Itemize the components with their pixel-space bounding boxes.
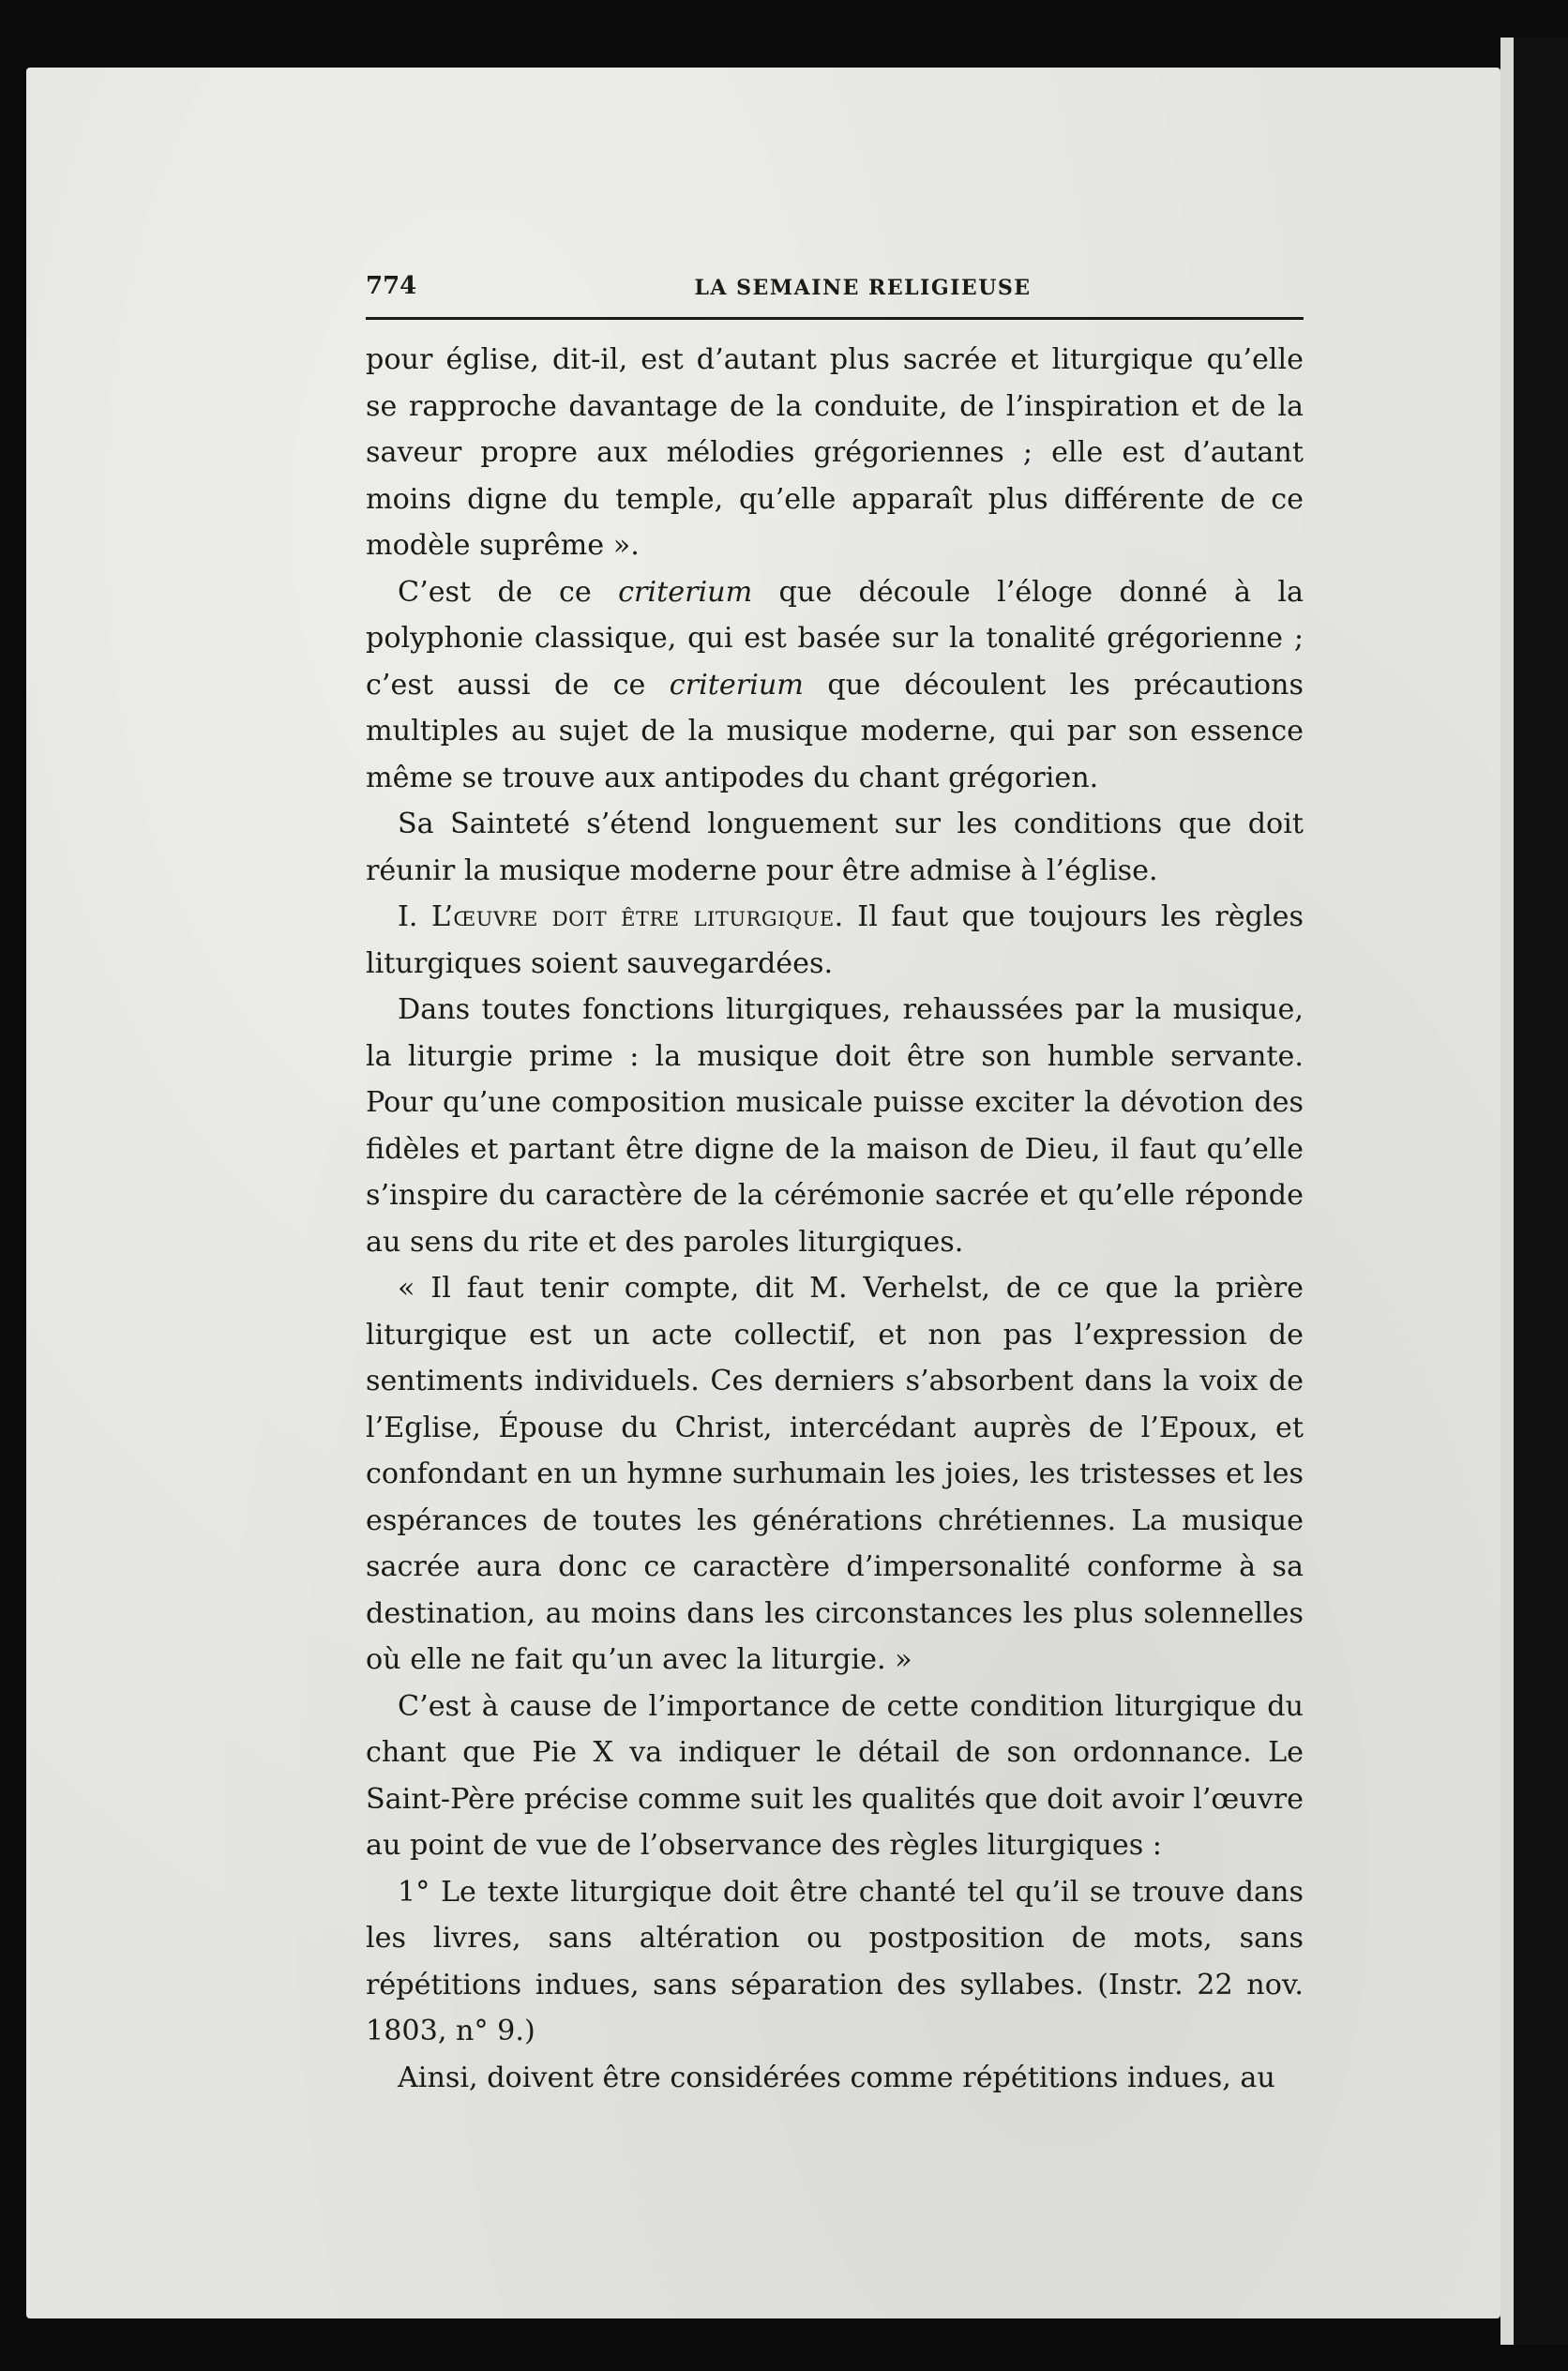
paragraph xyxy=(366,801,1304,894)
paragraph xyxy=(366,1869,1304,2055)
text-run: C’est de ce xyxy=(398,575,619,609)
text-block xyxy=(366,272,1304,2101)
adjacent-page-edge xyxy=(1500,38,1568,2345)
paragraph xyxy=(366,987,1304,1265)
text-run: que découle l’éloge donné à la polyphonie classique, qui est basée sur la tonalité grégorienne ; c’est aussi de ce xyxy=(366,575,1304,702)
text-run: criterium xyxy=(669,668,804,702)
text-run: Ainsi, doivent être considérées comme répétitions indues, au xyxy=(398,2061,1275,2094)
paragraph xyxy=(366,1265,1304,1684)
text-run: pour église, dit-il, est d’autant plus sacrée et liturgique qu’elle se rapproche davantage de la conduite, de l’inspiration et de la saveur propre aux mélodies grégoriennes ; elle est d’autant moins digne du temple, qu’elle apparaît plus différente de ce modèle suprême ». xyxy=(366,343,1304,562)
text-run: I. xyxy=(398,900,432,933)
text-run: Dans toutes fonctions liturgiques, rehaussées par la musique, la liturgie prime : la musique doit être son humble servante. Pour qu’une composition musicale puisse exciter la dévotion des fidèles et partant être digne de la maison de Dieu, il faut qu’elle s’inspire du caractère de la cérémonie sacrée et qu’elle réponde au sens du rite et des paroles liturgiques. xyxy=(366,993,1304,1259)
text-run: criterium xyxy=(618,575,753,609)
paragraph xyxy=(366,2055,1304,2102)
text-run: que découlent les précautions multiples au sujet de la musique moderne, qui par son essence même se trouve aux antipodes du chant grégorien. xyxy=(366,668,1304,794)
text-run: Il faut que toujours les règles liturgiques soient sauvegardées. xyxy=(366,900,1304,980)
text-run: « Il faut tenir compte, dit M. Verhelst, de ce que la prière liturgique est un acte collectif, et non pas l’expression de sentiments individuels. Ces derniers s’absorbent dans la voix de l’Eglise, Épouse du Christ, intercédant auprès de l’Epoux, et confondant en un hymne surhumain les joies, les tristesses et les espérances de toutes les générations chrétiennes. La musique sacrée aura donc ce caractère d’impersonalité conforme à sa destination, au moins dans les circonstances les plus solennelles où elle ne fait qu’un avec la liturgie. » xyxy=(366,1272,1304,1676)
text-run: L’œuvre doit être liturgique. xyxy=(431,900,844,933)
header-rule xyxy=(366,317,1304,320)
text-run: 1° Le texte liturgique doit être chanté tel qu’il se trouve dans les livres, sans altération ou postposition de mots, sans répétitions indues, sans séparation des syllabes. (Instr. 22 nov. 1803, n° 9.) xyxy=(366,1875,1304,2047)
running-head xyxy=(366,272,1304,310)
paragraph xyxy=(366,894,1304,987)
page-number: 774 xyxy=(366,272,417,300)
paragraph xyxy=(366,569,1304,802)
journal-title: LA SEMAINE RELIGIEUSE xyxy=(694,276,1032,300)
text-run: C’est à cause de l’importance de cette condition liturgique du chant que Pie X va indiquer le détail de son ordonnance. Le Saint-Père précise comme suit les qualités que doit avoir l’œuvre au point de vue de l’observance des règles liturgiques : xyxy=(366,1689,1304,1862)
paragraph xyxy=(366,1684,1304,1869)
text-run: Sa Sainteté s’étend longuement sur les conditions que doit réunir la musique moderne pour être admise à l’église. xyxy=(366,808,1304,887)
paragraph xyxy=(366,337,1304,569)
body-text xyxy=(366,337,1304,2101)
